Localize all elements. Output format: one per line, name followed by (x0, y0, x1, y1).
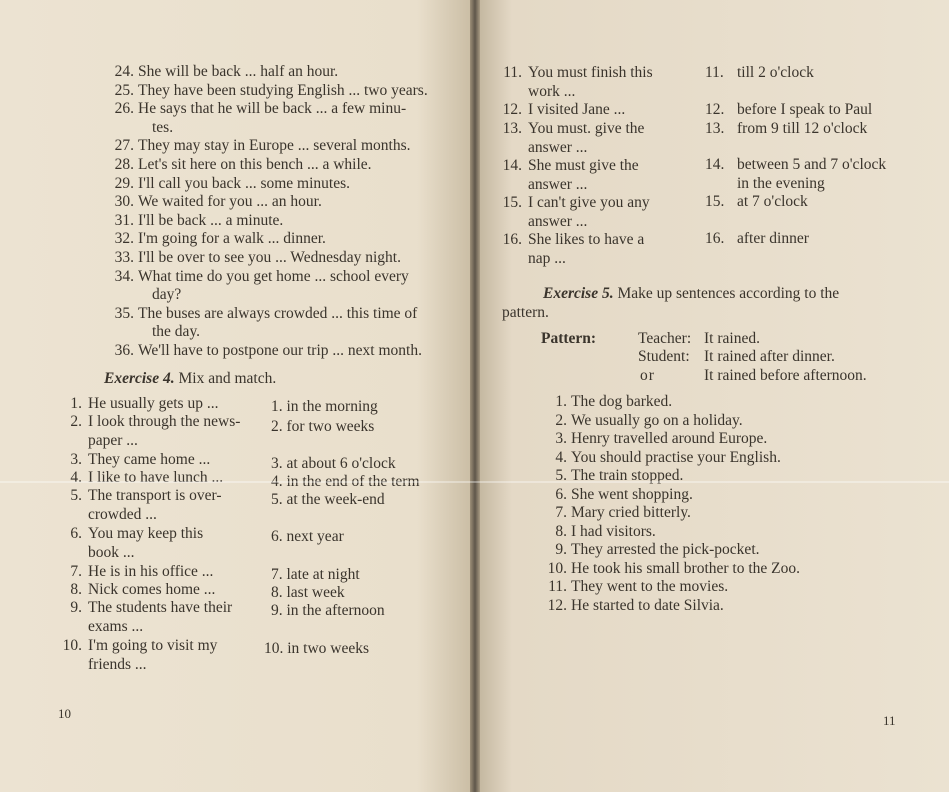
match-item-line: The students have their (88, 599, 233, 616)
exercise4-instruction: Mix and match. (178, 370, 277, 387)
page-number-left: 10 (58, 706, 71, 721)
match-option-number: 16. (705, 230, 725, 247)
match-item-number: 6. (70, 525, 82, 542)
match-option-number: 11. (705, 64, 724, 81)
match-option: 10. in two weeks (264, 640, 370, 657)
paper-fold-line (0, 481, 949, 483)
match-option-line: after dinner (737, 230, 809, 247)
sentence-line: We waited for you ... an hour. (138, 193, 322, 211)
sentence-line: The buses are always crowded ... this time of (138, 304, 418, 322)
match-item-number: 1. (70, 395, 82, 412)
exercise5-title: Exercise 5. (543, 285, 614, 302)
exercise5-item-text: You should practise your English. (571, 448, 781, 466)
sentence-number: 32. (114, 230, 134, 248)
exercise5-item-number: 10. (547, 559, 567, 577)
pattern-or: or (640, 367, 655, 384)
match-item-line: You may keep this (88, 525, 204, 542)
match-option-number: 13. (705, 120, 725, 137)
sentence-line: I'll call you back ... some minutes. (138, 174, 350, 192)
match-option: 1. in the morning (271, 398, 378, 415)
match-item-line: You must finish this (528, 64, 653, 81)
sentence-number: 31. (114, 211, 134, 229)
exercise5-item-text: The dog barked. (571, 393, 673, 410)
sentence-line: We'll have to postpone our trip ... next month. (138, 342, 422, 359)
match-option-line: at 7 o'clock (737, 193, 808, 210)
exercise5-item-text: The train stopped. (571, 467, 684, 484)
match-item-line: I like to have lunch ... (88, 469, 224, 486)
sentence-number: 29. (114, 174, 134, 192)
match-item-number: 2. (70, 413, 82, 430)
match-option: 9. in the afternoon (271, 602, 385, 619)
match-item-number: 15. (502, 194, 522, 211)
match-option: 5. at the week-end (271, 491, 385, 508)
sentence-number: 34. (114, 267, 134, 285)
sentence-number: 25. (114, 81, 134, 99)
exercise5-item-number: 9. (555, 541, 567, 558)
pattern-student-text: It rained after dinner. (704, 348, 835, 365)
left-page (0, 0, 474, 792)
sentence-number: 27. (114, 137, 134, 155)
match-option-line: between 5 and 7 o'clock (737, 156, 887, 173)
match-item-line: I visited Jane ... (528, 101, 626, 118)
match-item-line: book ... (88, 544, 135, 561)
book-gutter (470, 0, 480, 792)
exercise4-heading (104, 370, 276, 388)
match-item-line: She must give the (528, 157, 639, 174)
match-item-line: answer ... (528, 175, 588, 193)
match-item-line: He usually gets up ... (88, 395, 219, 412)
match-item-line: You must. give the (528, 120, 645, 137)
sentence-line: I'll be over to see you ... Wednesday night. (138, 249, 401, 266)
sentence-line: They have been studying English ... two years. (138, 81, 428, 99)
match-option-line: before I speak to Paul (737, 101, 873, 118)
match-item-line: answer ... (528, 138, 588, 156)
exercise5-item-text: He took his small brother to the Zoo. (571, 559, 801, 577)
exercise5-item-number: 3. (555, 430, 567, 447)
exercise5-item-text: I had visitors. (571, 522, 656, 540)
pattern-teacher-text: It rained. (704, 330, 760, 347)
match-item-number: 16. (502, 231, 522, 248)
match-option-number: 14. (705, 156, 725, 173)
match-item-number: 4. (70, 469, 82, 486)
sentence-line: She will be back ... half an hour. (138, 63, 339, 80)
sentence-line: He says that he will be back ... a few minu- (138, 100, 407, 118)
match-item-line: They came home ... (88, 451, 211, 468)
sentence-number: 28. (114, 156, 134, 173)
match-item-line: exams ... (88, 618, 144, 635)
match-option: 6. next year (271, 528, 344, 545)
pattern-student-role: Student: (638, 348, 690, 365)
match-item-line: work ... (528, 82, 576, 100)
exercise4-title: Exercise 4. (104, 370, 175, 387)
exercise5-item-number: 1. (555, 393, 567, 410)
match-item-number: 5. (70, 487, 82, 504)
exercise5-item-number: 2. (555, 411, 567, 429)
match-item-number: 8. (70, 581, 82, 598)
sentence-line: I'm going for a walk ... dinner. (138, 230, 326, 248)
exercise5-item-number: 5. (555, 467, 567, 484)
match-option-line: from 9 till 12 o'clock (737, 120, 868, 137)
match-item-number: 12. (502, 101, 522, 118)
right-page (474, 0, 949, 792)
match-option: 8. last week (271, 584, 345, 601)
sentence-line: day? (152, 286, 182, 304)
match-item-number: 7. (70, 563, 82, 580)
match-option: 7. late at night (271, 566, 360, 583)
exercise5-item-text: Henry travelled around Europe. (571, 430, 768, 447)
match-option: 2. for two weeks (271, 418, 375, 435)
match-item-line: I look through the news- (88, 413, 241, 430)
match-item-number: 10. (62, 637, 82, 654)
exercise5-item-text: Mary cried bitterly. (571, 504, 691, 521)
match-item-line: He is in his office ... (88, 563, 214, 580)
match-item-line: The transport is over- (88, 487, 222, 504)
sentence-number: 26. (114, 100, 134, 118)
exercise5-item-number: 6. (555, 485, 567, 503)
sentence-line: tes. (152, 118, 174, 136)
match-item-line: Nick comes home ... (88, 581, 216, 598)
match-option-number: 15. (705, 193, 725, 210)
exercise5-item-text: They arrested the pick-pocket. (571, 541, 760, 558)
match-item-line: friends ... (88, 656, 147, 673)
sentence-line: the day. (152, 323, 201, 341)
exercise5-instruction-line2: pattern. (502, 304, 549, 321)
match-item-line: paper ... (88, 432, 138, 449)
sentence-line: What time do you get home ... school every (138, 267, 409, 285)
exercise5-item-text: She went shopping. (571, 485, 693, 503)
exercise5-item-text: He started to date Silvia. (571, 596, 724, 614)
match-item-line: crowded ... (88, 506, 157, 523)
pattern-or-text: It rained before afternoon. (704, 367, 867, 384)
match-item-line: I can't give you any (528, 194, 650, 211)
match-item-line: I'm going to visit my (88, 637, 218, 654)
match-item-number: 13. (502, 120, 522, 137)
sentence-line: They may stay in Europe ... several months. (138, 137, 411, 155)
exercise5-item-number: 11. (548, 578, 567, 595)
page-number-right: 11 (883, 713, 896, 728)
sentence-number: 30. (114, 193, 134, 211)
sentence-line: I'll be back ... a minute. (138, 211, 284, 229)
match-option-number: 12. (705, 101, 725, 118)
sentence-number: 33. (114, 249, 134, 266)
sentence-number: 24. (114, 63, 134, 80)
exercise5-item-number: 7. (555, 504, 567, 521)
exercise5-item-text: We usually go on a holiday. (571, 411, 743, 429)
pattern-label: Pattern: (541, 330, 597, 347)
exercise5-item-text: They went to the movies. (571, 578, 729, 595)
sentence-line: Let's sit here on this bench ... a while. (138, 156, 372, 173)
match-option-line: till 2 o'clock (737, 64, 814, 81)
exercise5-instruction-line1: Make up sentences according to the (617, 285, 840, 302)
match-item-number: 14. (502, 157, 522, 174)
match-item-number: 11. (503, 64, 522, 81)
sentence-number: 35. (114, 304, 134, 322)
exercise5-item-number: 12. (547, 596, 567, 614)
match-option: 4. in the end of the term (271, 473, 420, 490)
exercise5-heading (543, 285, 839, 303)
match-item-line: answer ... (528, 212, 588, 230)
exercise5-item-number: 4. (555, 448, 567, 466)
match-item-number: 9. (70, 599, 82, 616)
match-item-line: She likes to have a (528, 231, 645, 248)
sentence-number: 36. (114, 342, 134, 359)
pattern-teacher-role: Teacher: (638, 330, 692, 347)
exercise5-item-number: 8. (555, 522, 567, 540)
match-option-line: in the evening (737, 174, 825, 192)
match-option: 3. at about 6 o'clock (271, 455, 396, 472)
match-item-line: nap ... (528, 249, 566, 267)
match-item-number: 3. (70, 451, 82, 468)
